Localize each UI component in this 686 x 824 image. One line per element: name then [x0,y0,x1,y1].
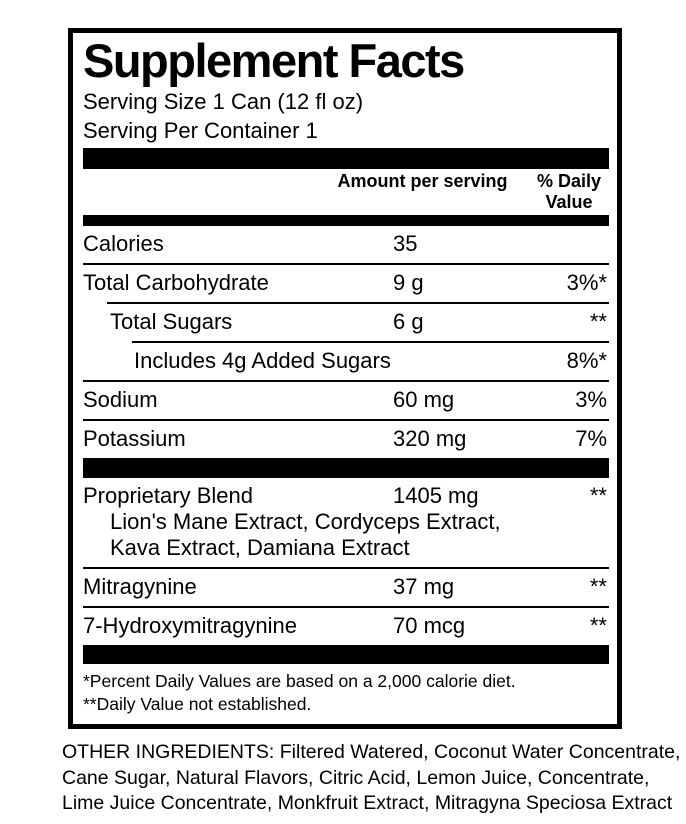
footnote-daily-values: *Percent Daily Values are based on a 2,000 calorie diet. [83,671,516,691]
amount-value: 320 mg [393,426,467,451]
footnotes [83,664,609,718]
nutrient-name: Calories [83,231,164,256]
amount-value: 70 mcg [393,613,466,638]
nutrient-name: 7-Hydroxymitragynine [83,613,297,638]
dv-value: ** [589,483,607,508]
nutrient-row-added-sugars [83,343,609,380]
divider-bar-top [83,148,609,169]
other-ingredients-line: OTHER INGREDIENTS: Filtered Watered, Coconut Water Concentrate, [62,741,681,763]
dv-value: 8%* [566,348,607,373]
divider-bar-bottom [83,645,609,664]
nutrient-row-7-hydroxymitragynine [83,608,609,645]
divider-bar-blend [83,458,609,478]
amount-value: 9 g [393,270,424,295]
nutrient-name: Potassium [83,426,186,451]
nutrient-row-proprietary-blend [83,478,609,567]
servings-per-container-line: Serving Per Container 1 [83,118,318,143]
nutrient-name: Total Carbohydrate [83,270,269,295]
dv-value: 3% [575,387,607,412]
nutrient-row-mitragynine [83,569,609,606]
blend-ingredients-line: Kava Extract, Damiana Extract [110,535,410,560]
amount-value: 35 [393,231,418,256]
nutrient-row-total-sugars [83,304,609,341]
other-ingredients-line: Lime Juice Concentrate, Monkfruit Extract, Mitragyna Speciosa Extract [62,792,673,814]
column-header-row [83,169,609,215]
supplement-facts-panel [68,28,622,729]
nutrient-row-total-carbohydrate [83,265,609,302]
nutrient-row-sodium [83,382,609,419]
amount-column-header: Amount per serving [337,171,508,191]
nutrient-name: Proprietary Blend [83,483,253,508]
nutrient-row-calories [83,226,609,263]
dv-value: 3%* [566,270,607,295]
nutrient-row-potassium [83,421,609,458]
amount-value: 1405 mg [393,483,479,508]
dv-value: ** [589,574,607,599]
divider-bar-header [83,215,609,226]
daily-value-column-header: % Daily Value [536,171,602,212]
panel-title: Supplement Facts [83,34,464,87]
other-ingredients-line: Cane Sugar, Natural Flavors, Citric Acid, Lemon Juice, Concentrate, [62,766,650,789]
serving-size-line: Serving Size 1 Can (12 fl oz) [83,89,364,114]
amount-value: 60 mg [393,387,455,412]
nutrient-name: Sodium [83,387,158,412]
nutrient-name: Total Sugars [110,309,233,334]
dv-value: ** [589,613,607,638]
amount-value: 6 g [393,309,424,334]
nutrient-name: Includes 4g Added Sugars [134,348,391,373]
amount-value: 37 mg [393,574,455,599]
dv-value: 7% [575,426,607,451]
blend-ingredients-line: Lion's Mane Extract, Cordyceps Extract, [110,509,501,534]
other-ingredients-paragraph [62,740,681,817]
footnote-not-established: **Daily Value not established. [83,694,312,714]
dv-value: ** [589,309,607,334]
nutrient-name: Mitragynine [83,574,197,599]
